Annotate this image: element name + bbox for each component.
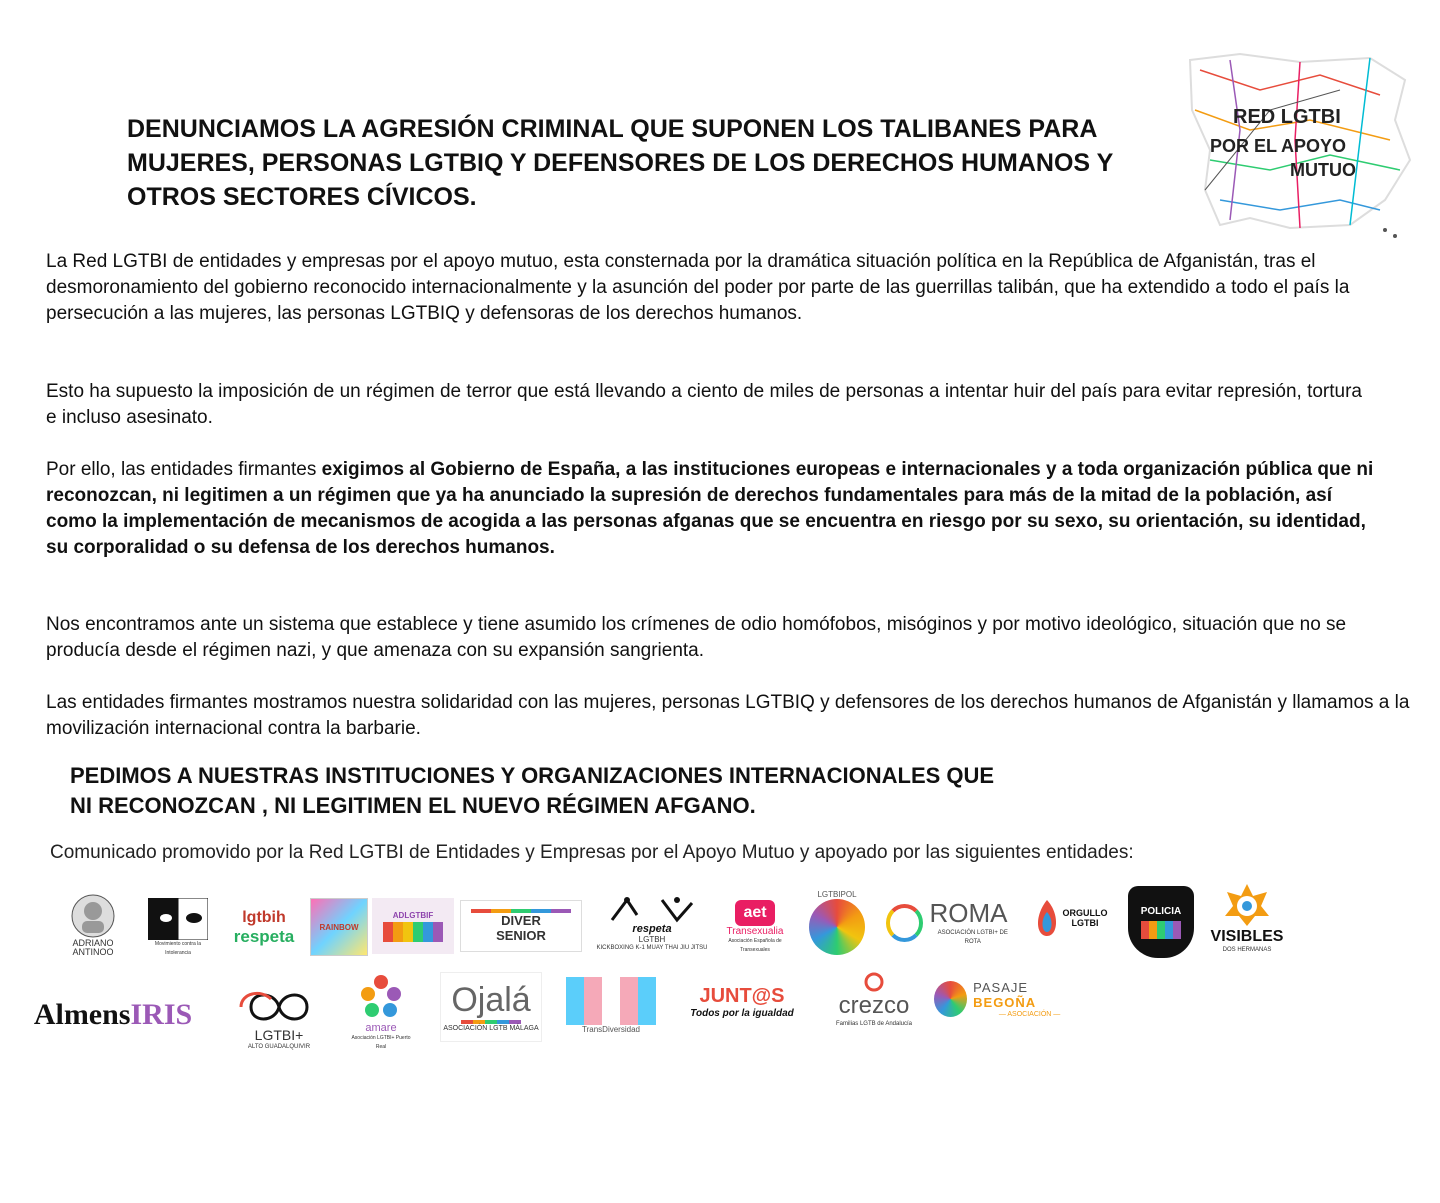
red-lgtbi-logo — [1180, 50, 1420, 250]
aet-caption: Asociación Española de Transexuales — [728, 937, 782, 953]
paragraph-1: La Red LGTBI de entidades y empresas por el apoyo mutuo, esta consternada por la dramática situación política en la República de Afganistán, tras el desmoronamiento del gobierno reconocido internacionalmente y la asunción del poder por parte de las guerrillas talibán, que ha extendido a todo el país la persecución a las mujeres, las personas LGTBIQ y defensoras de los derechos humanos. — [46, 251, 1350, 324]
orgullo-label: ORGULLO LGTBI — [1062, 908, 1108, 928]
flower-icon — [861, 972, 887, 992]
fingerprint-icon — [934, 981, 967, 1017]
juntos-sub: Todos por la igualdad — [690, 1008, 794, 1019]
policia-label: POLICIA — [1140, 905, 1182, 917]
lgtbih-label: lgtbih — [242, 908, 286, 926]
logo-lgtbi-alto-guadalquivir — [228, 983, 330, 1055]
roma-sub: ASOCIACIÓN LGTBI+ DE ROTA — [937, 930, 1008, 945]
logo-crezco — [828, 970, 920, 1030]
roma-swirl-icon — [886, 904, 923, 942]
hearts-icon — [358, 972, 404, 1022]
rainbow-label: RAINBOW — [319, 922, 359, 932]
ojala-sub: ASOCIACIÓN LGTB MÁLAGA — [443, 1025, 539, 1032]
kick-sub: LGTBH — [638, 935, 666, 944]
headline: DENUNCIAMOS LA AGRESIÓN CRIMINAL QUE SUPONEN LOS TALIBANES PARA MUJERES, PERSONAS LGTBIQ Y DEFENSORES DE LOS DERECHOS HUMANOS Y OTROS SECTORES CÍVICOS. — [127, 115, 1113, 211]
closing-statement — [70, 761, 1270, 821]
ojala-label: Ojalá — [451, 981, 531, 1019]
logo-lgtbih-respeta — [228, 895, 300, 960]
logo-rainbow — [310, 898, 368, 956]
logo-policia — [1128, 886, 1194, 958]
paragraph-3-demand: exigimos al Gobierno de España, a las instituciones europeas e internacionales y a toda organización pública que ni reconozcan, ni legitimen a un régimen que ya ha anunciado la supresión de derechos fundamentales para más de la mitad de la población, así como la implementación de mecanismos de acogida a las personas afganas que se encuentra en riesgo por su sexo, su orientación, su identidad, su corporalidad o su defensa de los derechos humanos. — [46, 459, 1374, 558]
logo-amare — [348, 972, 414, 1052]
logo-orgullo — [1030, 893, 1114, 943]
iris-label: IRIS — [130, 998, 193, 1031]
lgtbi-plus-sub: ALTO GUADALQUIVIR — [247, 1043, 311, 1050]
paragraph-5: Las entidades firmantes mostramos nuestra solidaridad con las mujeres, personas LGTBIQ y defensores de los derechos humanos de Afganistán y llamamos a la movilización internacional contra la barbarie. — [46, 692, 1410, 739]
logo-adlgtbif — [372, 898, 454, 954]
kick-caption: KICKBOXING K-1 MUAY THAI JIU JITSU — [596, 945, 708, 951]
lgtbipol-rainbow-circle — [809, 899, 865, 955]
policia-rainbow — [1141, 921, 1181, 939]
logo-adriano-antinoo — [58, 890, 128, 960]
logo-aet-transexualia — [722, 893, 788, 961]
crezco-label: crezco — [838, 991, 910, 1019]
logo-line1: RED LGTBI — [1233, 106, 1341, 128]
lgtbipol-label: LGTBIPOL — [817, 889, 857, 899]
closing-line1: PEDIMOS A NUESTRAS INSTITUCIONES Y ORGANIZACIONES INTERNACIONALES QUE — [70, 763, 995, 788]
amare-sub: Asociación LGTBI+ Puerto Real — [351, 1035, 411, 1050]
crezco-sub: Familias LGTB de Andalucía — [835, 1020, 913, 1027]
kick-title: respeta — [632, 923, 672, 935]
logo-roma — [886, 895, 1016, 950]
amare-label: amare — [365, 1022, 397, 1034]
lgtbi-plus-label: LGTBI+ — [254, 1026, 304, 1043]
rainbow-flame-icon — [1034, 898, 1060, 938]
pasaje-label: PASAJE — [973, 979, 1029, 995]
logo-lgtbipol — [802, 886, 872, 958]
movimiento-label: Movimiento contra la Intolerancia — [154, 941, 202, 956]
logo-transdiversidad — [565, 975, 657, 1035]
infinity-icon — [231, 987, 327, 1027]
juntos-label: JUNT@S — [699, 985, 785, 1007]
logo-pasaje-begona — [934, 975, 1086, 1023]
paragraph-2: Esto ha supuesto la imposición de un régimen de terror que está llevando a ciento de miles de personas a intentar huir del país para evitar represión, tortura e incluso asesinato. — [46, 381, 1362, 428]
paragraph-4: Nos encontramos ante un sistema que establece y tiene asumido los crímenes de odio homófobos, misóginos y por motivo ideológico, situación que no se producía desde el régimen nazi, y que amenaza con su expansión sangrienta. — [46, 614, 1347, 661]
paragraph-3-lead: Por ello, las entidades firmantes — [46, 459, 322, 480]
closing-line2: NI RECONOZCAN , NI LEGITIMEN EL NUEVO RÉGIMEN AFGANO. — [70, 793, 756, 818]
adriano-label: ADRIANO ANTINOO — [72, 938, 114, 957]
diver-label: DIVER SENIOR — [496, 913, 546, 943]
eye-square-icon — [148, 898, 208, 940]
promoter-note: Comunicado promovido por la Red LGTBI de Entidades y Empresas por el Apoyo Mutuo y apoyado por las siguientes entidades: — [50, 842, 1134, 863]
adriano-bust-icon — [70, 893, 116, 939]
logo-respeta-kickboxing — [596, 890, 708, 958]
logo-line3: MUTUO — [1290, 160, 1356, 180]
lgtbih-respeta-label: respeta — [233, 926, 295, 946]
fighters-icon — [602, 895, 702, 923]
aet-label: aet — [735, 900, 774, 926]
visibles-sub: DOS HERMANAS — [1222, 946, 1272, 953]
aet-name: Transexualia — [726, 925, 784, 937]
begona-label: BEGOÑA — [973, 994, 1037, 1010]
roma-label: ROMA — [929, 898, 1008, 928]
adlgtbif-label: ADLGTBIF — [392, 910, 434, 920]
logo-visibles — [1208, 876, 1286, 960]
rainbow-eye-icon — [1223, 882, 1271, 928]
logo-line2: POR EL APOYO — [1210, 136, 1347, 156]
almens-label: Almens — [33, 998, 131, 1031]
paragraph-3 — [46, 457, 1386, 561]
visibles-label: VISIBLES — [1210, 927, 1284, 945]
logo-movimiento — [142, 898, 214, 958]
logo-diver-senior — [460, 900, 582, 952]
trans-label: TransDiversidad — [582, 1024, 640, 1034]
logo-almensiris — [28, 995, 198, 1035]
adlgtbif-rainbow — [383, 922, 443, 942]
trans-flag — [566, 977, 656, 1025]
logo-juntos — [672, 978, 812, 1026]
pasaje-sub: — ASOCIACIÓN — — [998, 1010, 1061, 1018]
logo-ojala — [440, 972, 542, 1042]
